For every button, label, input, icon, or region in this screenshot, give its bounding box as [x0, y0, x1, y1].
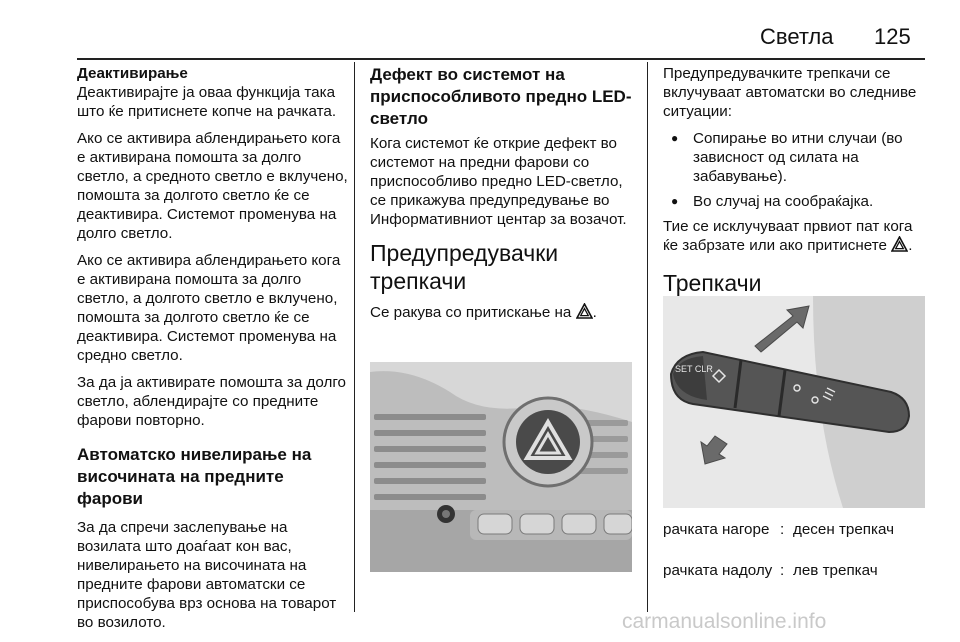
- definition-separator: :: [780, 521, 785, 538]
- paragraph-end: .: [592, 304, 597, 321]
- paragraph: Ако се активира аблендирањето кога е активирана помошта за долго светло, а средното светло е вклучено, помошта за долгото светло ќе се деактивира. Системот променува на долго светло.: [77, 130, 348, 242]
- subheading-deactivation: Деактивирање: [77, 65, 188, 82]
- definition-description: лев трепкач: [793, 562, 878, 579]
- column-1: [77, 64, 349, 640]
- paragraph: [663, 217, 927, 257]
- stalk-label: SET CLR: [675, 364, 713, 374]
- hazard-button-illustration: [370, 362, 632, 572]
- column-3: [663, 64, 927, 311]
- page-number: 125: [874, 24, 911, 49]
- definition-term: рачката надолу: [663, 562, 773, 579]
- heading-turn-signals: Трепкачи: [663, 270, 762, 296]
- paragraph: За да ја активирате помошта за долго светло, аблендирајте со предните фарови повторно.: [77, 374, 346, 429]
- column-2: [370, 64, 632, 332]
- paragraph: [370, 303, 632, 324]
- definition-description: десен трепкач: [793, 521, 895, 538]
- paragraph: Деактивирајте ја оваа функција така што ќе притиснете копче на рачката.: [77, 84, 337, 120]
- hazard-icon: [576, 303, 593, 324]
- heading-headlight-levelling: Автоматско нивелирање на височината на предните фарови: [77, 445, 312, 508]
- column-divider: [354, 62, 355, 612]
- definition-separator: :: [780, 562, 785, 579]
- turn-signal-stalk-illustration: [663, 296, 925, 508]
- heading-led-fault: Дефект во системот на приспособливото предно LED-светло: [370, 65, 632, 128]
- page-header-title: Светла: [760, 24, 834, 49]
- list-item: ● Сопирање во итни случаи (во зависност од силата на забавување).: [663, 129, 927, 186]
- column-divider: [647, 62, 648, 612]
- paragraph-end: .: [908, 237, 913, 254]
- list-item: ● Во случај на сообраќајка.: [663, 192, 927, 211]
- paragraph: Предупредувачките трепкачи се вклучуваат автоматски во следниве ситуации:: [663, 65, 917, 120]
- paragraph: Ако се активира аблендирањето кога е активирана помошта за долго светло, а долгото светло е вклучено, помошта за долгото светло ќе се деактивира. Системот променува на средно светло.: [77, 252, 341, 364]
- watermark: carmanualsonline.info: [622, 610, 827, 633]
- paragraph: Кога системот ќе открие дефект во системот на предни фарови со приспособливо предно LED-светло, се прикажува предупредување во Информативниот центар за возачот.: [370, 135, 627, 228]
- bullet-list: [663, 129, 927, 211]
- paragraph-text: Тие се исклучуваат првиот пат кога ќе забрзате или ако притиснете: [663, 218, 913, 254]
- definition-term: рачката нагоре: [663, 521, 770, 538]
- header-rule: [77, 58, 925, 60]
- paragraph: За да спречи заслепување на возилата што доаѓаат кон вас, нивелирањето на височината на предните фарови автоматски се приспособува врз основа на товарот во возилото.: [77, 519, 337, 631]
- hazard-icon: [891, 236, 908, 257]
- heading-hazard-flashers: Предупредувачки трепкачи: [370, 240, 559, 294]
- paragraph-text: Се ракува со притискање на: [370, 304, 572, 321]
